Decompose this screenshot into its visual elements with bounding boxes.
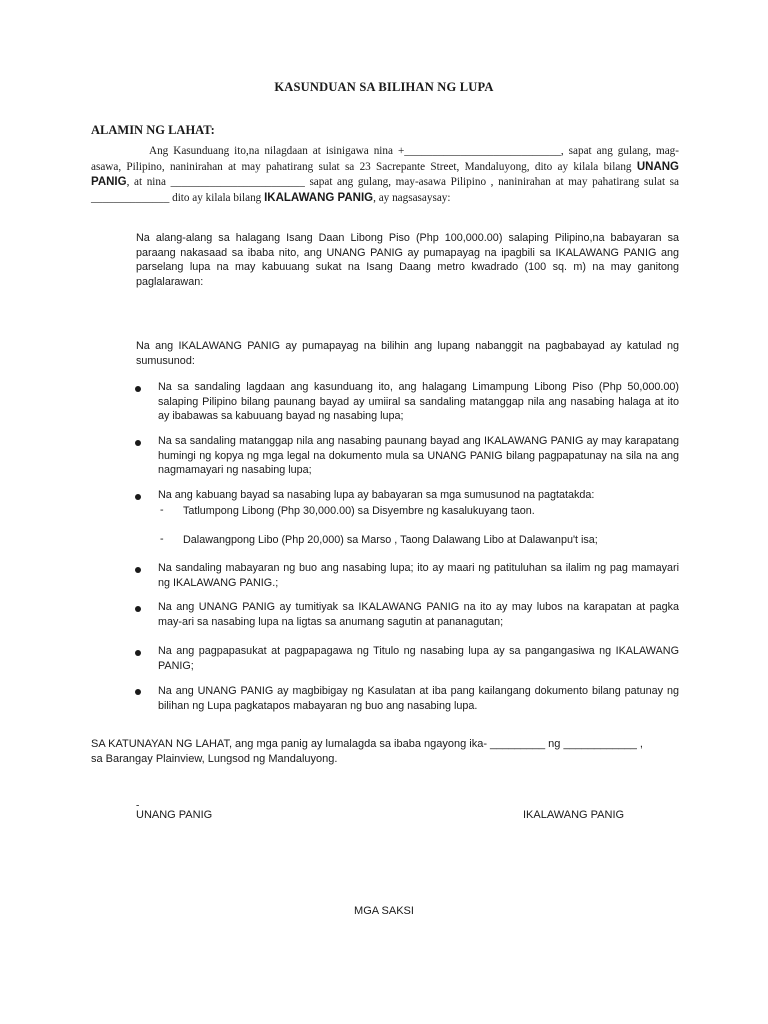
- sub-item-dash: -: [160, 533, 164, 545]
- sub-list-item: Dalawangpong Libo (Php 20,000) sa Marso , Taong Dalawang Libo at Dalawanpu't isa;: [183, 534, 598, 546]
- second-party-signature-label: IKALAWANG PANIG: [523, 809, 625, 821]
- sub-list-item: Tatlumpong Libong (Php 30,000.00) sa Disyembre ng kasalukuyang taon.: [183, 505, 535, 517]
- bullet-dot: [135, 606, 141, 612]
- witnesses-label: MGA SAKSI: [354, 905, 414, 917]
- bullet-dot: [135, 689, 141, 695]
- intro-text-1: Ang Kasunduang ito,na nilagdaan at isinigawa nina +____________________________, sapat ang gulang, mag-asawa, Pilipino, naninirahan at may pahatirang sulat sa 23 Sacrepante Street, Mandaluyong, dito ay kilala bilang: [91, 145, 679, 173]
- intro-text-2: , at nina ________________________ sapat ang gulang, may-asawa Pilipino , naninirahan at may pahatirang sulat sa ______________ dito ay kilala bilang: [91, 176, 679, 204]
- witness-clause-line-2: sa Barangay Plainview, Lungsod ng Mandaluyong.: [91, 753, 338, 765]
- list-item: Na ang pagpapasukat at pagpapagawa ng Titulo ng nasabing lupa ay sa pangangasiwa ng IKALAWANG PANIG;: [158, 645, 679, 672]
- signature-mark: -: [136, 800, 140, 811]
- consideration-paragraph: Na alang-alang sa halagang Isang Daan Libong Piso (Php 100,000.00) salaping Pilipino,na babayaran sa paraang nakasaad sa ibaba nito, ang UNANG PANIG ay pumapayag na ipagbili sa IKALAWANG PANIG ang parselang lupa na may kabuuang sukat na Isang Daang metro kwadrado (100 sq. m) na may ganitong paglalarawan:: [136, 232, 679, 288]
- list-item: Na ang UNANG PANIG ay magbibigay ng Kasulatan at iba pang kailangang dokumento bilang patunay ng bilihan ng Lupa pagkatapos mabayaran ng buo ang nasabing lupa.: [158, 685, 679, 712]
- first-party-signature-label: UNANG PANIG: [136, 809, 213, 821]
- first-party-label: UNANG PANIG: [91, 160, 679, 188]
- bullet-dot: [135, 386, 141, 392]
- list-item: Na sa sandaling matanggap nila ang nasabing paunang bayad ang IKALAWANG PANIG ay may karapatang humingi ng kopya ng mga legal na dokumento mula sa UNANG PANIG bilang pagpapatunay na sila na ang nagmamayari ng nasabing lupa;: [158, 435, 679, 477]
- bullet-dot: [135, 440, 141, 446]
- document-title: KASUNDUAN SA BILIHAN NG LUPA: [274, 80, 494, 94]
- bullet-dot: [135, 567, 141, 573]
- intro-paragraph: [91, 144, 679, 206]
- second-party-label: IKALAWANG PANIG: [264, 191, 374, 204]
- bullet-dot: [135, 650, 141, 656]
- bullet-dot: [135, 494, 141, 500]
- list-item: Na sandaling mabayaran ng buo ang nasabing lupa; ito ay maari ng patituluhan sa ilalim ng pag mamayari ng IKALAWANG PANIG.;: [158, 562, 679, 589]
- list-item: Na ang UNANG PANIG ay tumitiyak sa IKALAWANG PANIG na ito ay may lubos na karapatan at pagka may-ari sa nasabing lupa na ligtas sa anumang sagutin at pananagutan;: [158, 601, 679, 628]
- payment-terms-paragraph: Na ang IKALAWANG PANIG ay pumapayag na bilihin ang lupang nabanggit na pagbabayad ay katulad ng sumusunod:: [136, 340, 679, 367]
- list-item: Na ang kabuang bayad sa nasabing lupa ay babayaran sa mga sumusunod na pagtatakda:: [158, 489, 595, 501]
- list-item: Na sa sandaling lagdaan ang kasunduang ito, ang halagang Limampung Libong Piso (Php 50,000.00) salaping Pilipino bilang paunang bayad ay umiiral sa sandaling matanggap nila ang nasabing halaga at ito ay ibabawas sa kabuuang bayad ng nasabing lupa;: [158, 381, 679, 423]
- intro-text-3: , ay nagsasaysay:: [373, 191, 451, 204]
- document-heading: ALAMIN NG LAHAT:: [91, 123, 215, 137]
- witness-clause-line-1: SA KATUNAYAN NG LAHAT, ang mga panig ay lumalagda sa ibaba ngayong ika- _________ ng ____________ ,: [91, 738, 643, 750]
- sub-item-dash: -: [160, 504, 164, 516]
